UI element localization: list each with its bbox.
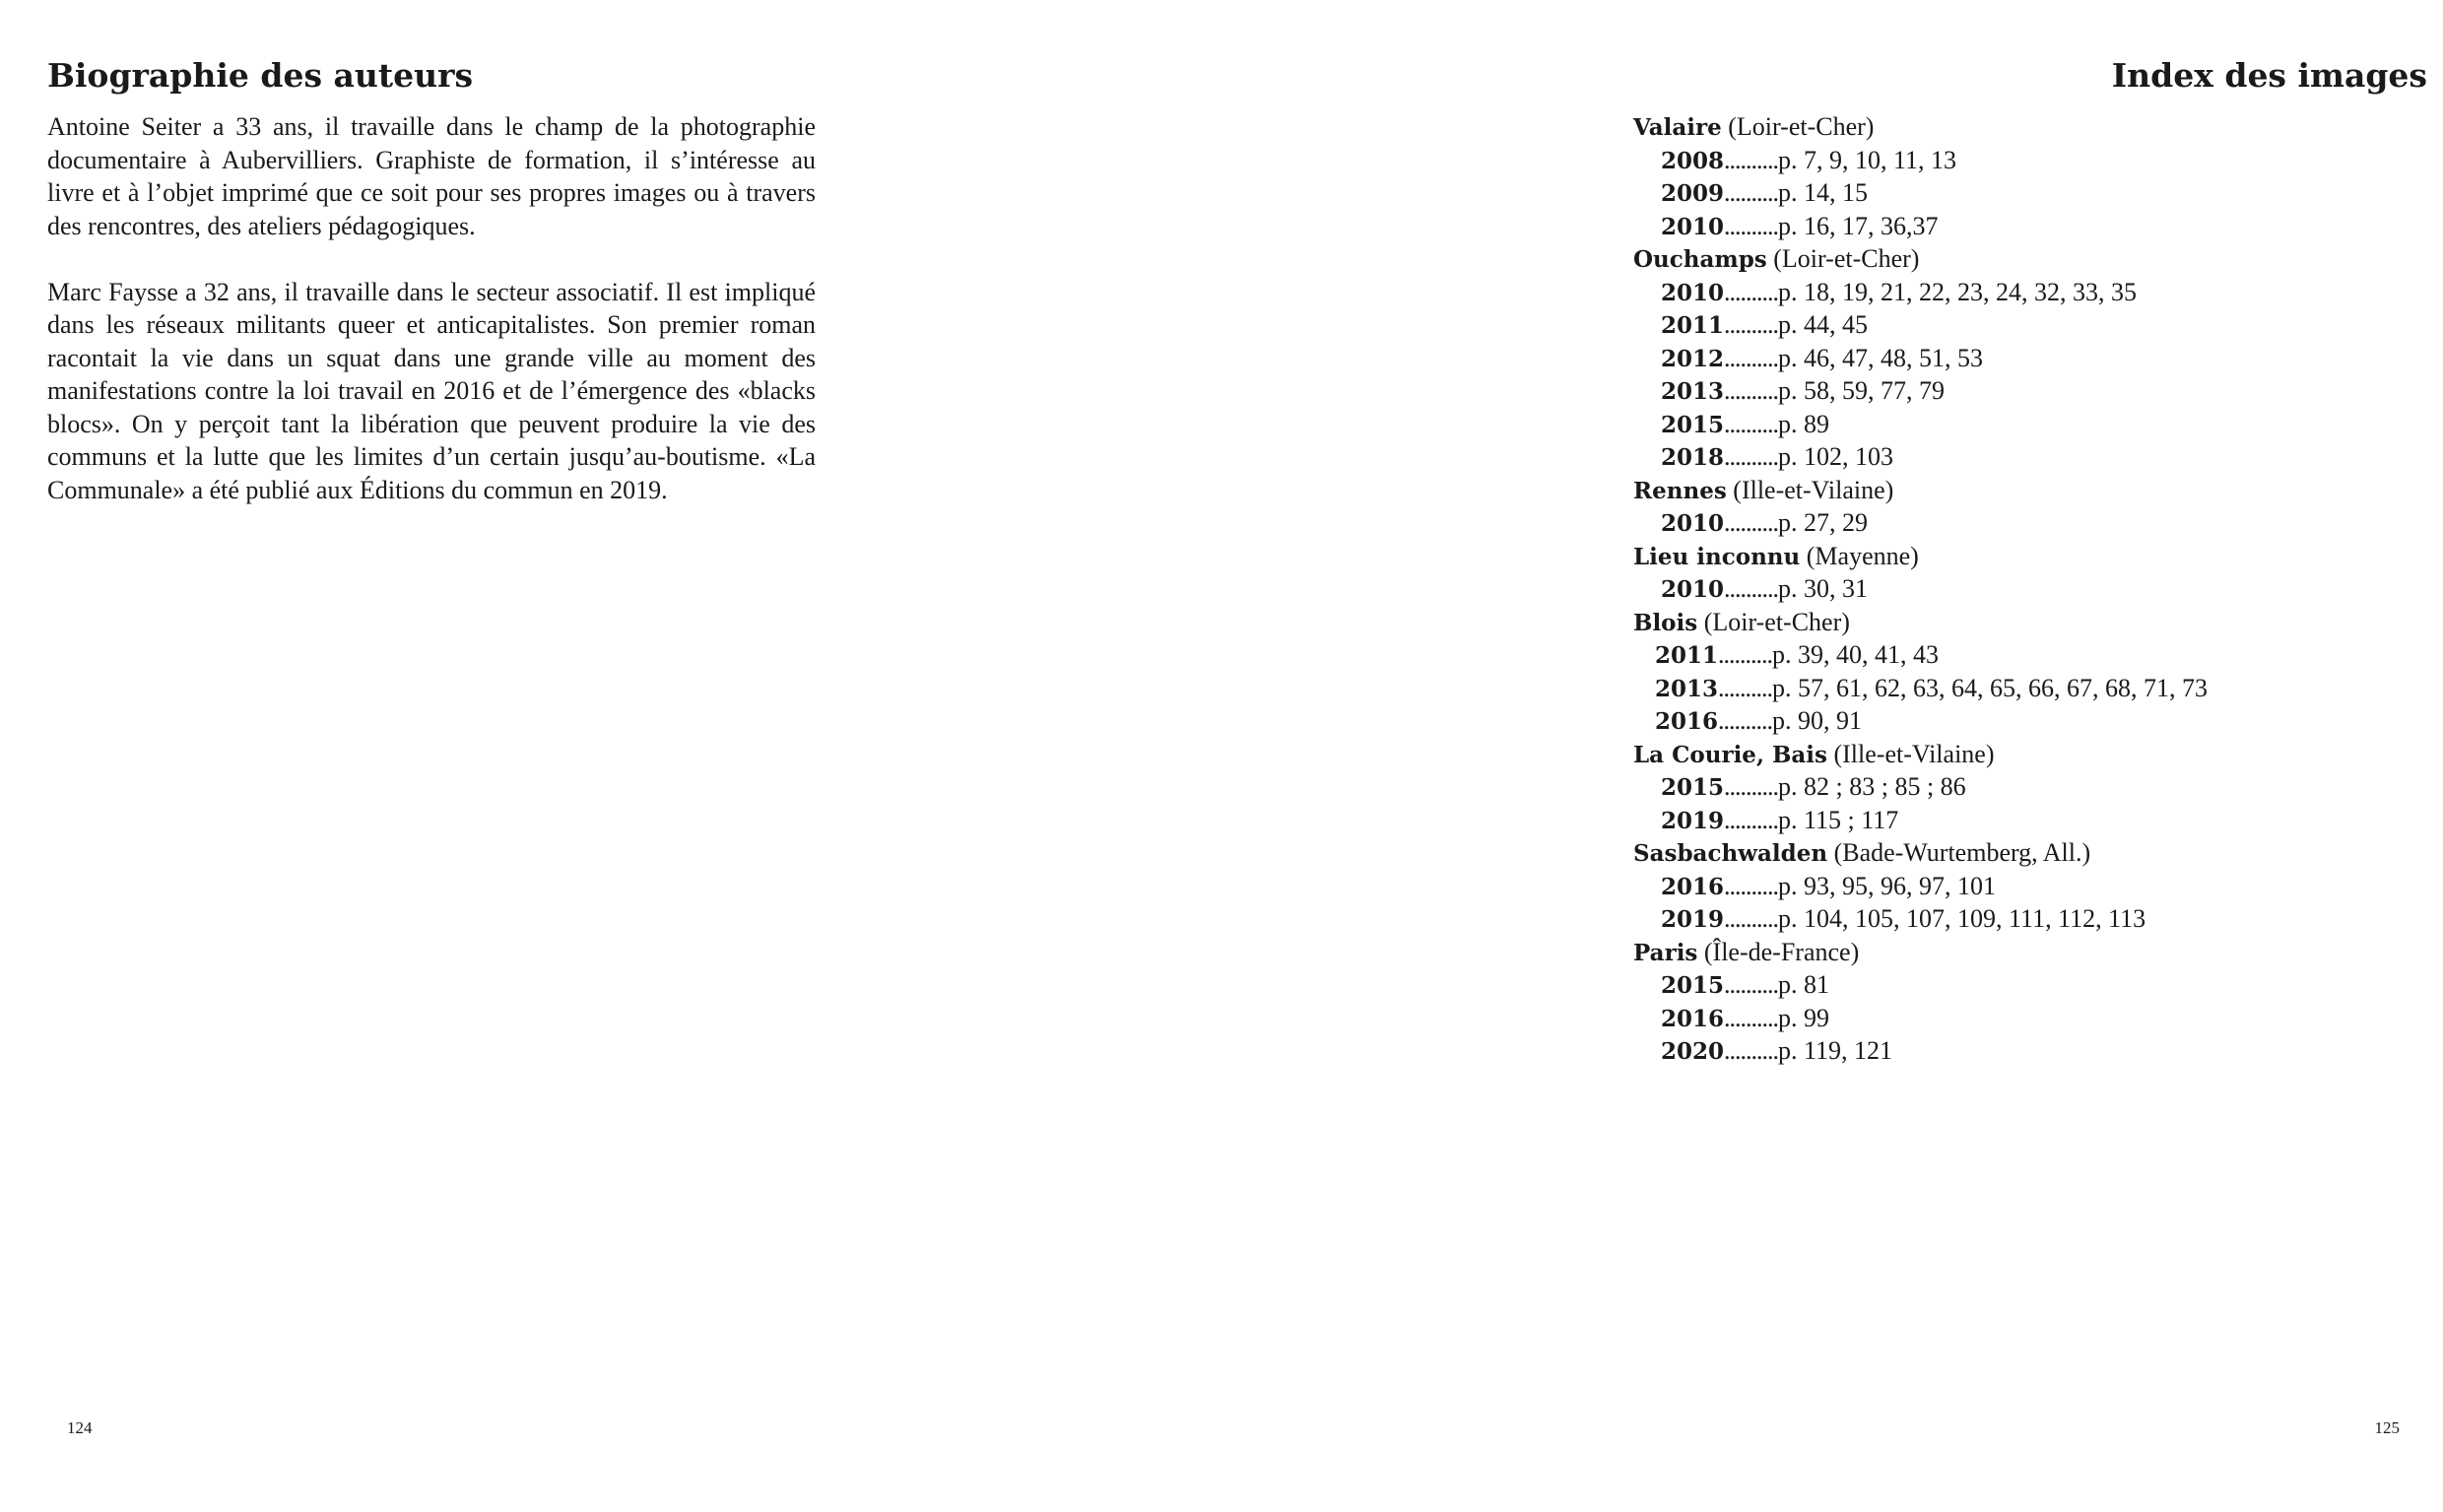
index-place-region: (Île-de-France) [1703,937,1860,966]
index-entry [1633,704,2421,738]
index-dot-leader: .......... [1724,211,1779,240]
index-dot-leader: .......... [1718,706,1773,735]
index-place-name: Blois [1633,609,1698,636]
index-entry-year: 2016 [1661,873,1725,900]
index-entry-year: 2010 [1661,510,1725,537]
biography-paragraph-seiter: Antoine Seiter a 33 ans, il travaille dans le champ de la photographie documentaire à Aubervilliers. Graphiste de formation, il s’intéresse au livre et à l’objet imprimé que ce soit pour ses propres images ou à travers des rencontres, des ateliers pédagogiques. [47,112,816,240]
index-entry-year: 2011 [1655,642,1719,669]
index-entry [1633,176,2421,210]
index-place [1633,110,2421,144]
index-entry-year: 2010 [1661,213,1725,240]
index-entry [1633,804,2421,837]
index-title: Index des images [2111,56,2427,95]
index-dot-leader: .......... [1724,970,1779,999]
index-entry-pages: p. 57, 61, 62, 63, 64, 65, 66, 67, 68, 71, 73 [1772,673,2209,702]
index-place-name: La Courie, Bais [1633,741,1827,768]
index-entry-pages: p. 7, 9, 10, 11, 13 [1778,145,1957,174]
index-place [1633,540,2421,573]
index-dot-leader: .......... [1724,310,1779,339]
index-dot-leader: .......... [1724,343,1779,372]
index-dot-leader: .......... [1724,805,1779,834]
index-dot-leader: .......... [1724,178,1779,207]
page-number-right: 125 [2374,1418,2400,1437]
index-place [1633,738,2421,771]
index-entry-pages: p. 16, 17, 36,37 [1778,211,1939,240]
index-entry [1633,1034,2421,1068]
index-entry-year: 2012 [1661,345,1725,372]
index-place [1633,836,2421,870]
index-entry [1633,672,2421,705]
index-place-region: (Loir-et-Cher) [1728,112,1875,141]
index-entry [1633,308,2421,342]
index-entry-pages: p. 14, 15 [1778,178,1869,207]
index-place-name: Ouchamps [1633,246,1767,273]
index-dot-leader: .......... [1724,442,1779,471]
biography-paragraph-faysse: Marc Faysse a 32 ans, il travaille dans le secteur associatif. Il est impliqué dans les réseaux militants queer et anticapitalistes. Son premier roman racontait la vie dans un squat dans une grande ville au moment des manifestations contre la loi travail en 2016 et de l’émergence des «blacks blocs». On y perçoit tant la libération que peuvent produire la vie des communs et la lutte que les limites d’un certain jusqu’au-boutisme. «La Communale» a été publié aux Éditions du commun en 2019. [47,277,816,504]
index-entry [1633,870,2421,903]
index-entry [1633,968,2421,1002]
index-entry [1633,902,2421,936]
index-place [1633,474,2421,507]
index-entry [1633,506,2421,540]
index-entry-pages: p. 115 ; 117 [1778,805,1899,834]
index-entry-pages: p. 89 [1778,409,1830,438]
index-entry-year: 2018 [1661,444,1725,471]
index-entry-year: 2020 [1661,1038,1725,1065]
index-entry-year: 2013 [1655,675,1719,702]
index-entry-pages: p. 81 [1778,970,1830,999]
index-entry-pages: p. 82 ; 83 ; 85 ; 86 [1778,772,1966,801]
index-place-region: (Bade-Wurtemberg, All.) [1833,838,2091,867]
index-dot-leader: .......... [1724,508,1779,537]
index-place-region: (Loir-et-Cher) [1703,607,1850,636]
index-entry [1633,770,2421,804]
index-entry-pages: p. 99 [1778,1003,1830,1032]
index-entry-year: 2010 [1661,279,1725,306]
page-number-left: 124 [67,1418,93,1437]
index-dot-leader: .......... [1724,376,1779,405]
index-entry-year: 2015 [1661,774,1725,801]
index-entry-year: 2011 [1661,312,1725,339]
index-entry-year: 2019 [1661,807,1725,834]
index-entry-pages: p. 18, 19, 21, 22, 23, 24, 32, 33, 35 [1778,277,2138,306]
index-place-region: (Loir-et-Cher) [1773,244,1920,273]
index-entry [1633,342,2421,375]
index-entry-year: 2015 [1661,411,1725,438]
index-entry-year: 2019 [1661,906,1725,933]
index-place-name: Lieu inconnu [1633,543,1801,570]
index-entry [1633,374,2421,408]
index-entry [1633,144,2421,177]
index-entry-pages: p. 30, 31 [1778,574,1869,603]
index-dot-leader: .......... [1724,1036,1779,1065]
index-entry-year: 2015 [1661,972,1725,999]
index-place-name: Valaire [1633,114,1722,141]
index-entry-pages: p. 58, 59, 77, 79 [1778,376,1946,405]
index-place [1633,242,2421,276]
index-place-name: Sasbachwalden [1633,840,1828,867]
index-dot-leader: .......... [1724,904,1779,933]
index-entry [1633,408,2421,441]
right-page [1222,0,2443,1512]
biography-title: Biographie des auteurs [47,56,474,95]
index-entry [1633,638,2421,672]
index-dot-leader: .......... [1724,871,1779,900]
index-dot-leader: .......... [1724,277,1779,306]
index-entry-year: 2008 [1661,147,1725,174]
index-entry-year: 2016 [1655,708,1719,735]
index-dot-leader: .......... [1718,673,1773,702]
index-entry-pages: p. 102, 103 [1778,442,1894,471]
index-place-name: Paris [1633,939,1698,966]
index-entry-pages: p. 104, 105, 107, 109, 111, 112, 113 [1778,904,2146,933]
index-place [1633,936,2421,969]
index-entry [1633,440,2421,474]
index-entry [1633,210,2421,243]
index-place [1633,606,2421,639]
index-place-region: (Mayenne) [1806,541,1919,570]
index-entry [1633,1002,2421,1035]
index-dot-leader: .......... [1724,409,1779,438]
index-entry-pages: p. 44, 45 [1778,310,1869,339]
index-dot-leader: .......... [1724,1003,1779,1032]
index-entry-pages: p. 39, 40, 41, 43 [1772,640,1940,669]
biography-text [47,110,816,506]
index-dot-leader: .......... [1724,574,1779,603]
index-entry-pages: p. 46, 47, 48, 51, 53 [1778,343,1984,372]
index-entry-year: 2016 [1661,1005,1725,1032]
index-entry-year: 2010 [1661,576,1725,603]
index-entry-pages: p. 90, 91 [1772,706,1863,735]
index-place-region: (Ille-et-Vilaine) [1833,739,1995,768]
index-dot-leader: .......... [1718,640,1773,669]
index-entry-pages: p. 119, 121 [1778,1036,1893,1065]
index-dot-leader: .......... [1724,772,1779,801]
index-entry [1633,572,2421,606]
index-place-region: (Ille-et-Vilaine) [1733,475,1894,504]
index-entry-pages: p. 27, 29 [1778,508,1869,537]
index-entry-year: 2009 [1661,180,1725,207]
index-dot-leader: .......... [1724,145,1779,174]
index-entry-pages: p. 93, 95, 96, 97, 101 [1778,871,1997,900]
index-entry-year: 2013 [1661,378,1725,405]
index-place-name: Rennes [1633,477,1727,504]
image-index-list [1633,110,2421,1068]
index-entry [1633,276,2421,309]
